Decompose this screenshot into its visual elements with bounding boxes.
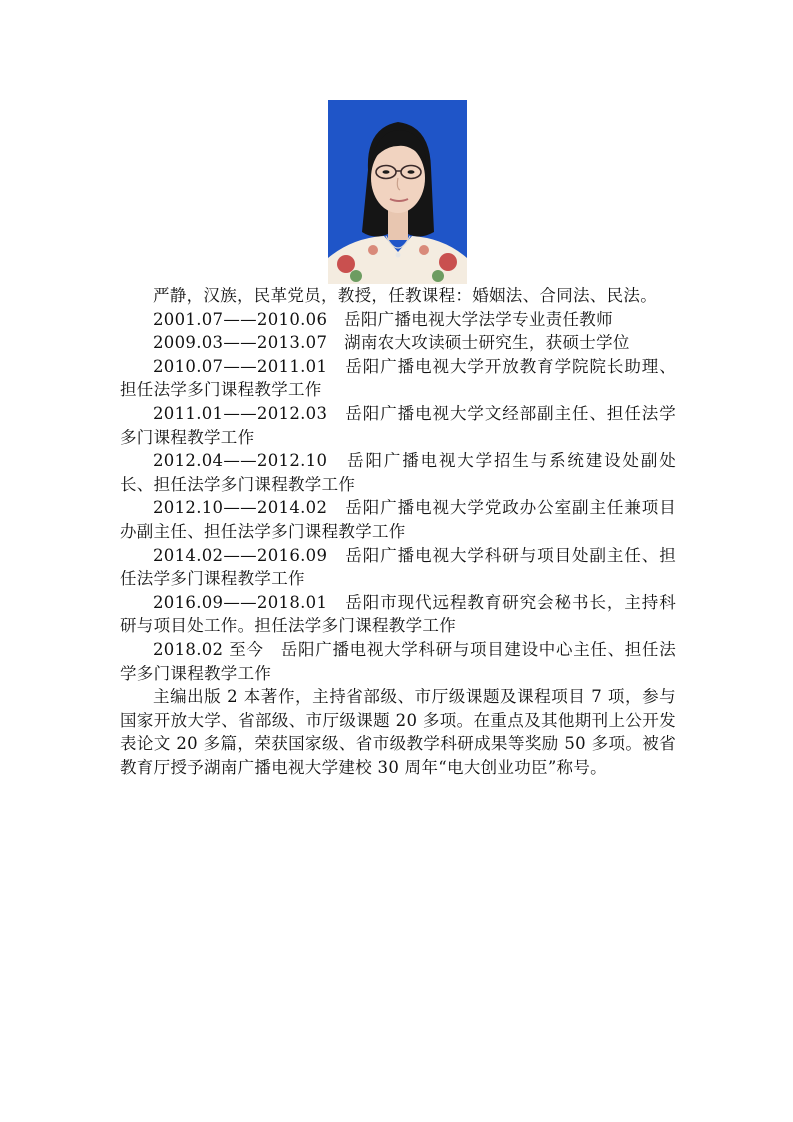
- career-entry: 2012.10——2014.02 岳阳广播电视大学党政办公室副主任兼项目办副主任、担任法学多门课程教学工作: [120, 498, 676, 541]
- biography-text: [120, 284, 676, 779]
- career-entry: 2014.02——2016.09 岳阳广播电视大学科研与项目处副主任、担任法学多门课程教学工作: [120, 545, 676, 589]
- profile-photo: [328, 100, 467, 284]
- career-entry: 2012.04——2012.10 岳阳广播电视大学招生与系统建设处副处长、担任法学多门课程教学工作: [120, 451, 676, 494]
- career-entry: 2018.02 至今 岳阳广播电视大学科研与项目建设中心主任、担任法学多门课程教学工作: [120, 639, 676, 683]
- career-entry: 2010.07——2011.01 岳阳广播电视大学开放教育学院院长助理、担任法学多门课程教学工作: [120, 356, 676, 400]
- career-entry: 2016.09——2018.01 岳阳市现代远程教育研究会秘书长，主持科研与项目处工作。担任法学多门课程教学工作: [120, 592, 676, 636]
- achievements-paragraph: 主编出版 2 本著作，主持省部级、市厅级课题及课程项目 7 项，参与国家开放大学、省部级、市厅级课题 20 多项。在重点及其他期刊上公开发表论文 20 多篇，荣获国家级、省市级教学科研成果等奖励 50 多项。被省教育厅授予湖南广播电视大学建校 30 周年“电大创业功臣”称号。: [120, 687, 676, 777]
- career-entry: 2001.07——2010.06 岳阳广播电视大学法学专业责任教师: [153, 309, 613, 329]
- bio-intro: 严静，汉族，民革党员，教授，任教课程：婚姻法、合同法、民法。: [153, 286, 657, 305]
- career-entry: 2009.03——2013.07 湖南农大攻读硕士研究生，获硕士学位: [153, 333, 630, 353]
- career-entry: 2011.01——2012.03 岳阳广播电视大学文经部副主任、担任法学多门课程教学工作: [120, 403, 676, 447]
- portrait-image: [328, 100, 467, 284]
